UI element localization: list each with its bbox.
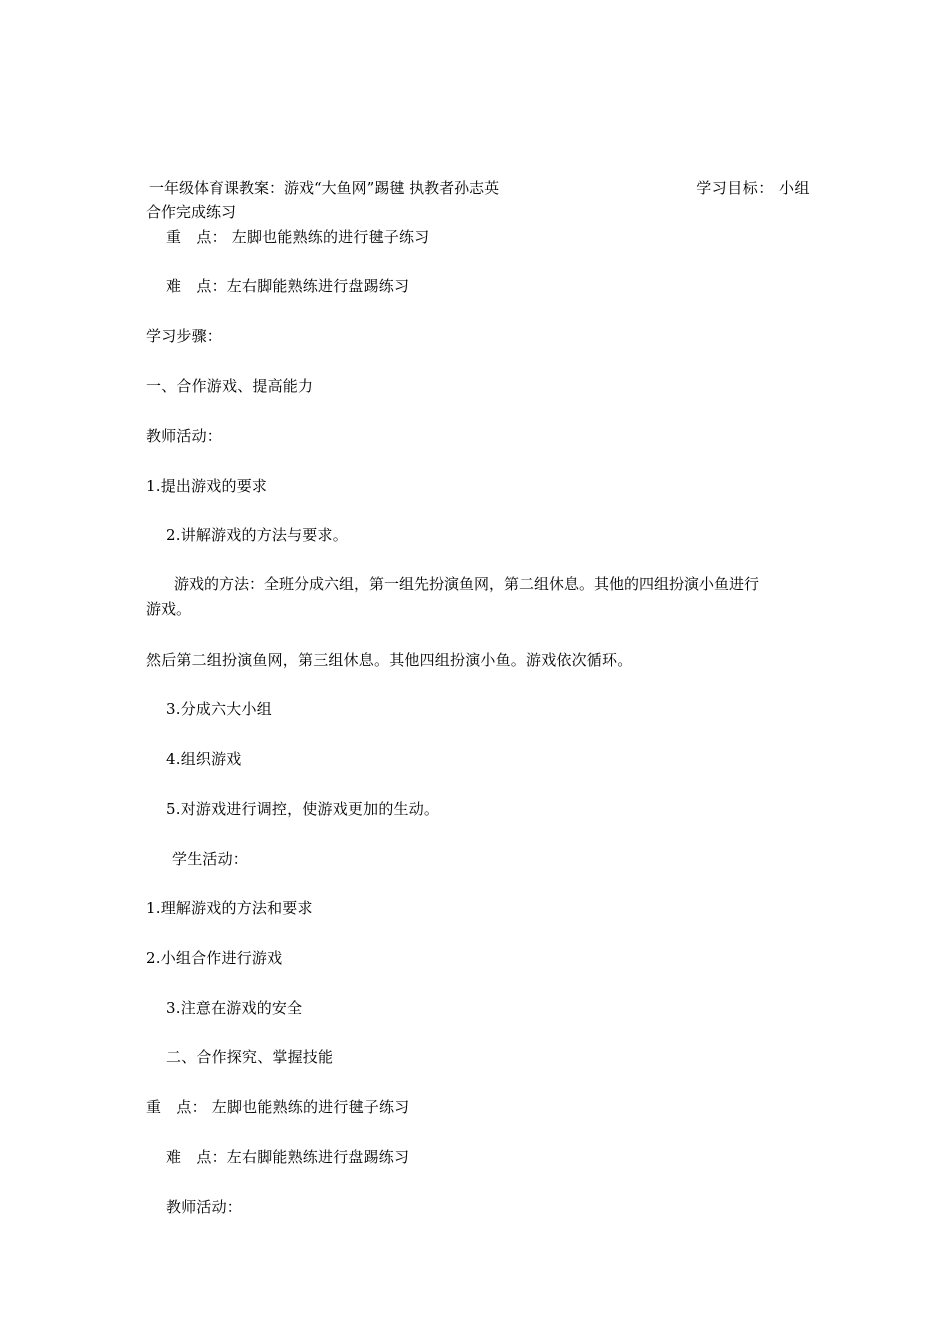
learning-goal-label: 学习目标： 小组 [696, 179, 810, 197]
lesson-title: 一年级体育课教案：游戏“大鱼网”踢毽 执教者孙志英 [149, 179, 500, 197]
key-point-line: 重 点： 左脚也能熟练的进行毽子练习 [166, 228, 430, 246]
list-item: 3.注意在游戏的安全 [166, 999, 303, 1017]
game-method-text-cont: 游戏。 [146, 600, 192, 618]
teacher-activity-heading: 教师活动： [146, 427, 223, 445]
student-activity-heading: 学生活动： [172, 850, 249, 868]
list-item: 2.小组合作进行游戏 [146, 949, 283, 967]
list-item: 1.提出游戏的要求 [146, 477, 268, 495]
list-item: 1.理解游戏的方法和要求 [146, 899, 313, 917]
difficulty-line: 难 点：左右脚能熟练进行盘踢练习 [166, 1148, 410, 1166]
list-item: 3.分成六大小组 [166, 700, 272, 718]
key-point-line: 重 点： 左脚也能熟练的进行毽子练习 [146, 1098, 410, 1116]
teacher-activity-heading: 教师活动： [166, 1198, 243, 1216]
list-item: 5.对游戏进行调控，使游戏更加的生动。 [166, 800, 440, 818]
section-two-heading: 二、合作探究、掌握技能 [166, 1048, 334, 1066]
list-item: 4.组织游戏 [166, 750, 242, 768]
game-method-paragraph [146, 572, 810, 622]
steps-heading: 学习步骤： [146, 327, 223, 345]
game-cycle-line: 然后第二组扮演鱼网，第三组休息。其他四组扮演小鱼。游戏依次循环。 [146, 651, 633, 669]
title-block [146, 176, 810, 224]
game-method-text: 游戏的方法：全班分成六组，第一组先扮演鱼网，第二组休息。其他的四组扮演小鱼进行 [174, 575, 760, 593]
title-row [146, 176, 810, 200]
difficulty-line: 难 点：左右脚能熟练进行盘踢练习 [166, 277, 410, 295]
section-one-heading: 一、合作游戏、提高能力 [146, 377, 314, 395]
learning-goal-continued: 合作完成练习 [146, 203, 237, 221]
list-item: 2.讲解游戏的方法与要求。 [166, 526, 348, 544]
